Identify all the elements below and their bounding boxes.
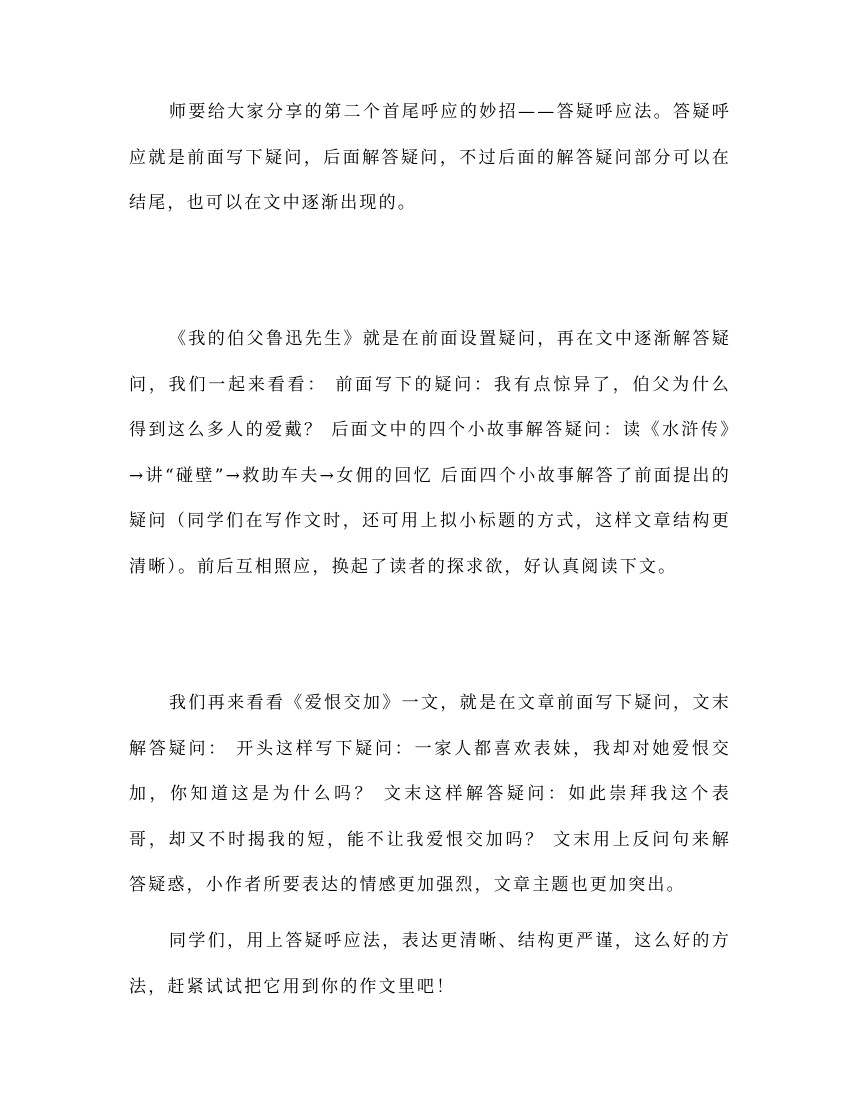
paragraph-answer-question-method-intro: 师要给大家分享的第二个首尾呼应的妙招——答疑呼应法。答疑呼应就是前面写下疑问，后面解答疑问，不过后面的解答疑问部分可以在结尾，也可以在文中逐渐出现的。 — [129, 102, 731, 213]
paragraph-love-hate-example: 我们再来看看《爱恨交加》一文，就是在文章前面写下疑问，文末解答疑问： 开头这样写下疑问：一家人都喜欢表妹，我却对她爱恨交加，你知道这是为什么吗？ 文末这样解答疑问：如此崇拜我这个表哥，却又不时揭我的短，能不让我爱恨交加吗？ 文末用上反问句来解答疑惑，小作者所要表达的情感更加强烈，文章主题也更加突出。 — [129, 693, 731, 895]
paragraph-conclusion: 同学们，用上答疑呼应法，表达更清晰、结构更严谨，这么好的方法，赶紧试试把它用到你的作文里吧！ — [129, 931, 731, 997]
paragraph-lu-xun-example: 《我的伯父鲁迅先生》就是在前面设置疑问，再在文中逐渐解答疑问，我们一起来看看： 前面写下的疑问：我有点惊异了，伯父为什么得到这么多人的爱戴？ 后面文中的四个小故事解答疑问：读《水浒传》→讲“碰壁”→救助车夫→女佣的回忆 后面四个小故事解答了前面提出的疑问（同学们在写作文时，还可用上拟小标题的方式，这样文章结构更清晰）。前后互相照应，换起了读者的探求欲，好认真阅读下文。 — [129, 329, 731, 577]
